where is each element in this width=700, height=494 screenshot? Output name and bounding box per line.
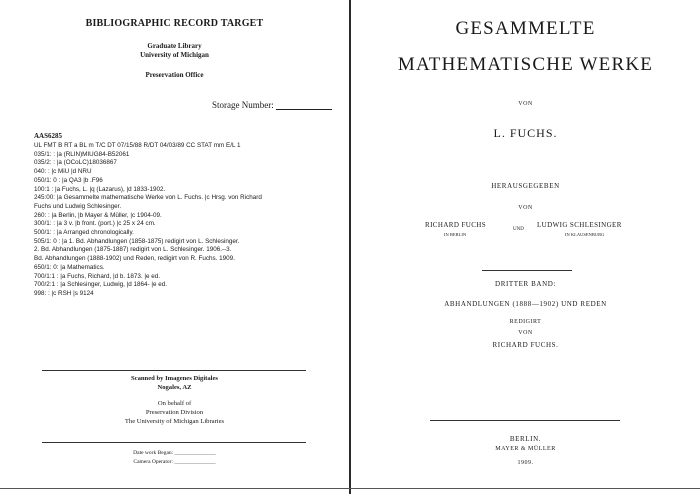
- page-bottom-edge: [0, 488, 700, 489]
- marc-line: 100:1 : |a Fuchs, L. |q (Lazarus), |d 1833-1902.: [34, 185, 166, 193]
- redactor-name: RICHARD FUCHS.: [492, 341, 559, 349]
- marc-line: 050/1: 0 : |a QA3 |b .F96: [34, 176, 103, 184]
- title-line-1: GESAMMELTE: [455, 18, 596, 39]
- marc-line: 650/1: 0: |a Mathematics.: [34, 263, 105, 271]
- publisher-name: MAYER & MÜLLER: [495, 446, 556, 452]
- university-libraries: The University of Michigan Libraries: [124, 418, 225, 425]
- publisher-city: BERLIN.: [509, 435, 542, 443]
- storage-number-blank: [276, 100, 332, 110]
- marc-line: 300/1: : |a 3 v. |b front. (port.) |c 25 x 24 cm.: [34, 220, 156, 228]
- scanned-place: Nogales, AZ: [157, 384, 192, 391]
- editor-2: LUDWIG SCHLESINGER: [537, 221, 622, 229]
- scanned-by: Scanned by Imagenes Digitales: [130, 375, 218, 382]
- preservation-division: Preservation Division: [145, 409, 204, 416]
- marc-line: Bd. Abhandlungen (1888-1902) und Reden, redigirt von R. Fuchs. 1909.: [34, 255, 235, 263]
- target-title: BIBLIOGRAPHIC RECORD TARGET: [85, 18, 264, 29]
- volume-label: DRITTER BAND:: [495, 280, 556, 288]
- author-name: L. FUCHS.: [493, 126, 558, 140]
- on-behalf: On behalf of: [157, 400, 192, 407]
- marc-line: 505/1: 0 : |a 1. Bd. Abhandlungen (1858-1875) redigirt von L. Schlesinger.: [34, 237, 240, 245]
- rule-short: [482, 270, 572, 271]
- title-page: [351, 0, 700, 494]
- record-id: AAS6285: [34, 132, 63, 140]
- marc-line: 700/1:1 : |a Fuchs, Richard, |d b. 1873. |e ed.: [34, 272, 161, 280]
- von-label: VON: [518, 101, 533, 107]
- editor-1: RICHARD FUCHS: [425, 221, 487, 229]
- marc-line: Fuchs und Ludwig Schlesinger.: [34, 202, 122, 210]
- marc-line: 260: : |a Berlin, |b Mayer & Müller, |c 1904-09.: [34, 211, 162, 219]
- volume-contents: ABHANDLUNGEN (1888—1902) UND REDEN: [444, 300, 607, 308]
- university-name: University of Michigan: [140, 51, 209, 59]
- von-label-2: VON: [518, 205, 533, 211]
- publication-year: 1909.: [517, 460, 534, 466]
- marc-line: 2. Bd. Abhandlungen (1875-1887) redigirt von L. Schlesinger. 1906.--3.: [34, 246, 232, 254]
- library-name: Graduate Library: [147, 42, 202, 50]
- camera-operator: Camera Operator: _______________: [133, 459, 216, 465]
- marc-line: 998: : |c RSH |s 9124: [34, 289, 94, 297]
- editor-2-place: IN KLAUSENBURG: [565, 232, 605, 237]
- marc-line: 245:00: |a Gesammelte mathematische Werke von L. Fuchs. |c Hrsg. von Richard: [34, 194, 262, 202]
- und-label: UND: [513, 227, 524, 232]
- storage-number: [212, 100, 332, 110]
- editor-1-place: IN BERLIN: [444, 232, 467, 237]
- marc-line: UL FMT B RT a BL m T/C DT 07/15/88 R/DT 04/03/89 CC STAT mm E/L 1: [34, 142, 241, 149]
- marc-record: [34, 142, 334, 299]
- date-work-began: Date work Began: _______________: [133, 450, 216, 456]
- storage-label: Storage Number:: [212, 100, 274, 110]
- marc-line: 500/1: : |a Arranged chronologically.: [34, 229, 134, 237]
- marc-line: 035/2: : |a (OCoLC)18036867: [34, 159, 117, 167]
- divider-top: [42, 370, 306, 371]
- title-line-2: MATHEMATISCHE WERKE: [397, 54, 654, 75]
- divider-bottom: [42, 442, 306, 443]
- bibliographic-target-page: [0, 0, 349, 494]
- von-label-3: VON: [518, 330, 533, 336]
- marc-line: 035/1: : |a (RLIN)MIUG84-B52061: [34, 150, 130, 158]
- marc-line: 040: : |c MiU |d NRU: [34, 168, 92, 176]
- office-name: Preservation Office: [145, 71, 204, 79]
- redigirt-label: REDIGIRT: [509, 319, 542, 325]
- rule-long: [430, 420, 620, 421]
- marc-line: 700/2:1 : |a Schlesinger, Ludwig, |d 1864- |e ed.: [34, 281, 168, 289]
- herausgegeben-label: HERAUSGEGEBEN: [491, 182, 560, 190]
